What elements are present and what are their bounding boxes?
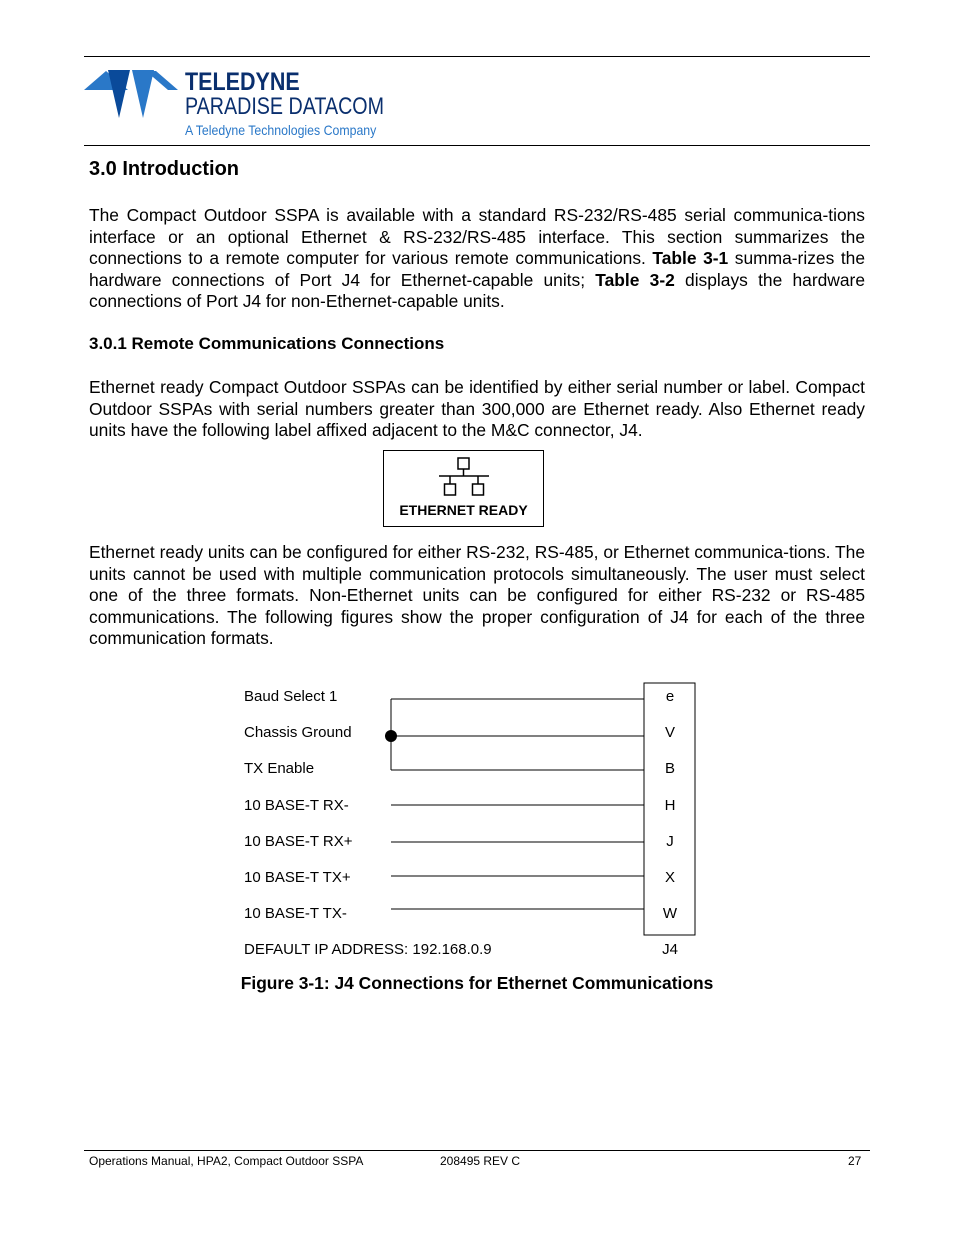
connector-label: J4 bbox=[662, 941, 678, 958]
pin-j: J bbox=[666, 833, 674, 850]
subsection-heading: 3.0.1 Remote Communications Connections bbox=[89, 334, 445, 353]
ethernet-ready-text: ETHERNET READY bbox=[399, 502, 528, 518]
intro-text-segment: summa-rizes the hardware connections of Port J4 for Ethernet-capable units; bbox=[89, 248, 865, 290]
pin-w: W bbox=[662, 905, 678, 922]
signal-label-chassis-ground: Chassis Ground bbox=[244, 724, 352, 741]
ground-junction-dot bbox=[385, 730, 397, 742]
signal-label-tx-enable: TX Enable bbox=[244, 760, 315, 777]
signal-wires bbox=[391, 699, 644, 909]
figure-caption: Figure 3-1: J4 Connections for Ethernet Communications bbox=[240, 973, 714, 993]
section-heading: 3.0 Introduction bbox=[89, 158, 239, 180]
pin-e: e bbox=[665, 688, 675, 705]
footer-revision: 208495 REV C bbox=[440, 1154, 521, 1168]
brand-name-paradise-datacom: PARADISE DATACOM bbox=[185, 93, 385, 120]
table-reference: Table 3-2 bbox=[595, 269, 675, 290]
signal-label-tx-minus: 10 BASE-T TX- bbox=[244, 905, 347, 922]
brand-name-teledyne: TELEDYNE bbox=[185, 68, 300, 96]
table-reference: Table 3-1 bbox=[652, 248, 729, 269]
brand-tagline: A Teledyne Technologies Company bbox=[185, 122, 377, 138]
configuration-paragraph: Ethernet ready units can be configured for either RS-232, RS-485, or Ethernet communica-tions. The units cannot be used with multiple communication protocols simultaneously. The user must select one of the three formats. Non-Ethernet units can be configured for either RS-232 or RS-485 communications. The following figures show the proper configuration of J4 for each of the three communication formats. bbox=[89, 542, 865, 649]
footer-rule bbox=[84, 1150, 870, 1151]
signal-label-rx-minus: 10 BASE-T RX- bbox=[244, 797, 349, 814]
pin-x: X bbox=[664, 869, 675, 886]
footer-document-title: Operations Manual, HPA2, Compact Outdoor SSPA bbox=[89, 1154, 364, 1168]
intro-text-segment: displays the hardware connections of Port J4 for non-Ethernet-capable units. bbox=[89, 269, 865, 312]
pin-v: V bbox=[664, 724, 675, 741]
ethernet-identification-paragraph: Ethernet ready Compact Outdoor SSPAs can be identified by either serial number or label. Compact Outdoor SSPAs with serial numbers greater than 300,000 are Ethernet ready. Also Ethernet ready units have the following label affixed adjacent to the M&C connector, J4. bbox=[89, 377, 865, 441]
footer-page-number: 27 bbox=[848, 1154, 862, 1168]
intro-text-segment: The Compact Outdoor SSPA is available with a standard RS-232/RS-485 serial communica-tions interface or an optional Ethernet & RS-232/RS-485 interface. This section summarizes the connections to a remote computer for various remote communications. bbox=[89, 205, 865, 269]
pin-b: B bbox=[664, 760, 675, 777]
default-ip-address: DEFAULT IP ADDRESS: 192.168.0.9 bbox=[244, 941, 492, 958]
pin-h: H bbox=[664, 797, 676, 814]
signal-label-baud-select: Baud Select 1 bbox=[244, 688, 338, 705]
signal-label-tx-plus: 10 BASE-T TX+ bbox=[244, 869, 351, 886]
signal-label-rx-plus: 10 BASE-T RX+ bbox=[244, 833, 353, 850]
